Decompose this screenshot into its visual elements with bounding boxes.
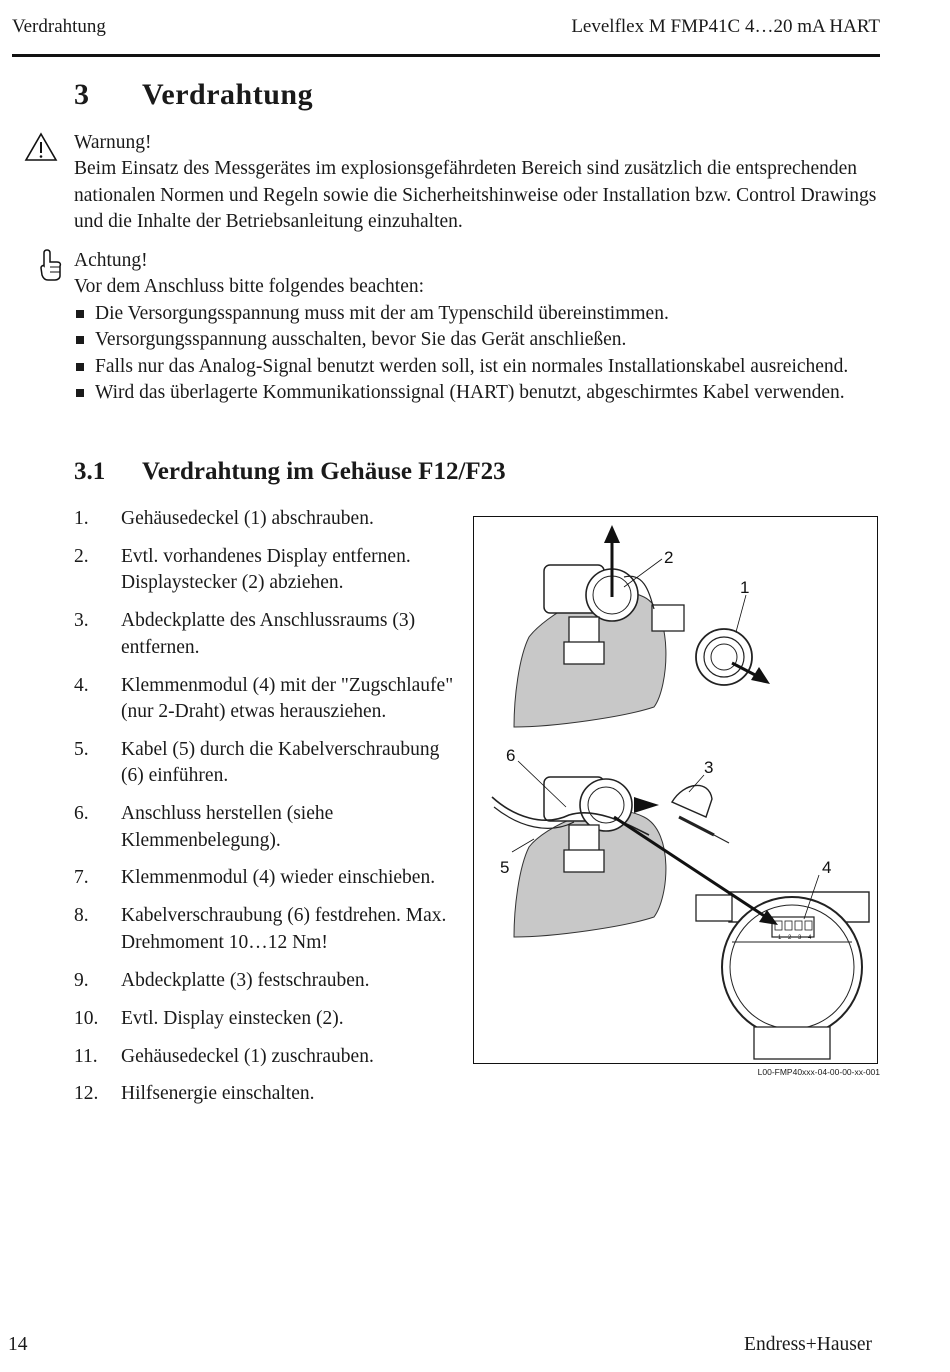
- caution-intro: Vor dem Anschluss bitte folgendes beachten:: [74, 276, 425, 298]
- section-number: 3.1: [74, 458, 106, 485]
- pointing-hand-icon: [38, 248, 64, 282]
- page-number: 14: [8, 1334, 28, 1355]
- wiring-steps: [74, 506, 454, 1119]
- chapter-title: Verdrahtung: [142, 78, 314, 111]
- section-heading: [74, 458, 506, 486]
- svg-text:3: 3: [798, 935, 802, 941]
- section-title: Verdrahtung im Gehäuse F12/F23: [142, 458, 506, 485]
- svg-text:4: 4: [808, 935, 812, 941]
- running-header-product: Levelflex M FMP41C 4…20 mA HART: [571, 16, 880, 37]
- step-item: 8. Kabelverschraubung (6) festdrehen. Max. Drehmoment 10…12 Nm!: [74, 905, 447, 953]
- wiring-illustration: [474, 517, 876, 1062]
- step-item: 7. Klemmenmodul (4) wieder einschieben.: [74, 867, 436, 889]
- step-item: 5. Kabel (5) durch die Kabelverschraubung (6) einführen.: [74, 738, 440, 787]
- caution-item: Versorgungsspannung ausschalten, bevor Sie das Gerät anschließen.: [74, 327, 884, 353]
- callout-5: 5: [500, 858, 510, 877]
- step-item: 12. Hilfsenergie einschalten.: [74, 1083, 315, 1105]
- callout-3: 3: [704, 758, 714, 777]
- caution-item: Die Versorgungsspannung muss mit der am Typenschild übereinstimmen.: [74, 301, 884, 327]
- step-item: 3. Abdeckplatte des Anschlussraums (3) entfernen.: [74, 610, 416, 658]
- callout-4: 4: [822, 858, 832, 877]
- brand-name: Endress+Hauser: [744, 1334, 872, 1355]
- caution-item: Falls nur das Analog-Signal benutzt werden soll, ist ein normales Installationskabel ausreichend.: [74, 354, 884, 380]
- step-item: 4. Klemmenmodul (4) mit der "Zugschlaufe" (nur 2-Draht) etwas herausziehen.: [74, 674, 454, 722]
- caution-list: [74, 301, 884, 407]
- callout-6: 6: [506, 746, 516, 765]
- caution-title: Achtung!: [74, 250, 148, 271]
- callout-1: 1: [740, 578, 750, 597]
- wiring-figure: [473, 516, 878, 1064]
- callout-2: 2: [664, 548, 674, 567]
- warning-note: [74, 130, 884, 236]
- svg-text:2: 2: [788, 935, 792, 941]
- svg-text:1: 1: [778, 935, 782, 941]
- step-item: 1. Gehäusedeckel (1) abschrauben.: [74, 508, 374, 529]
- warning-text: Beim Einsatz des Messgerätes im explosionsgefährdeten Bereich sind zusätzlich die entsprechenden nationalen Normen und Regeln sowie die Sicherheitshinweise oder Installation bzw. Control Drawings und die Inhalte der Betriebsanleitung einzuhalten.: [74, 158, 877, 233]
- step-item: 9. Abdeckplatte (3) festschrauben.: [74, 969, 370, 991]
- chapter-heading: [74, 78, 313, 112]
- warning-title: Warnung!: [74, 132, 152, 153]
- step-item: 10. Evtl. Display einstecken (2).: [74, 1007, 344, 1029]
- step-item: 11. Gehäusedeckel (1) zuschrauben.: [74, 1045, 374, 1067]
- figure-caption: L00-FMP40xxx-04-00-00-xx-001: [757, 1067, 880, 1077]
- step-item: 2. Evtl. vorhandenes Display entfernen. Displaystecker (2) abziehen.: [74, 545, 411, 594]
- caution-item: Wird das überlagerte Kommunikationssignal (HART) benutzt, abgeschirmtes Kabel verwenden.: [74, 380, 884, 406]
- caution-note: [74, 248, 884, 406]
- step-item: 6. Anschluss herstellen (siehe Klemmenbelegung).: [74, 803, 334, 851]
- running-header-section: Verdrahtung: [12, 16, 106, 37]
- warning-triangle-icon: [24, 132, 58, 162]
- chapter-number: 3: [74, 78, 90, 111]
- header-rule: [12, 54, 880, 57]
